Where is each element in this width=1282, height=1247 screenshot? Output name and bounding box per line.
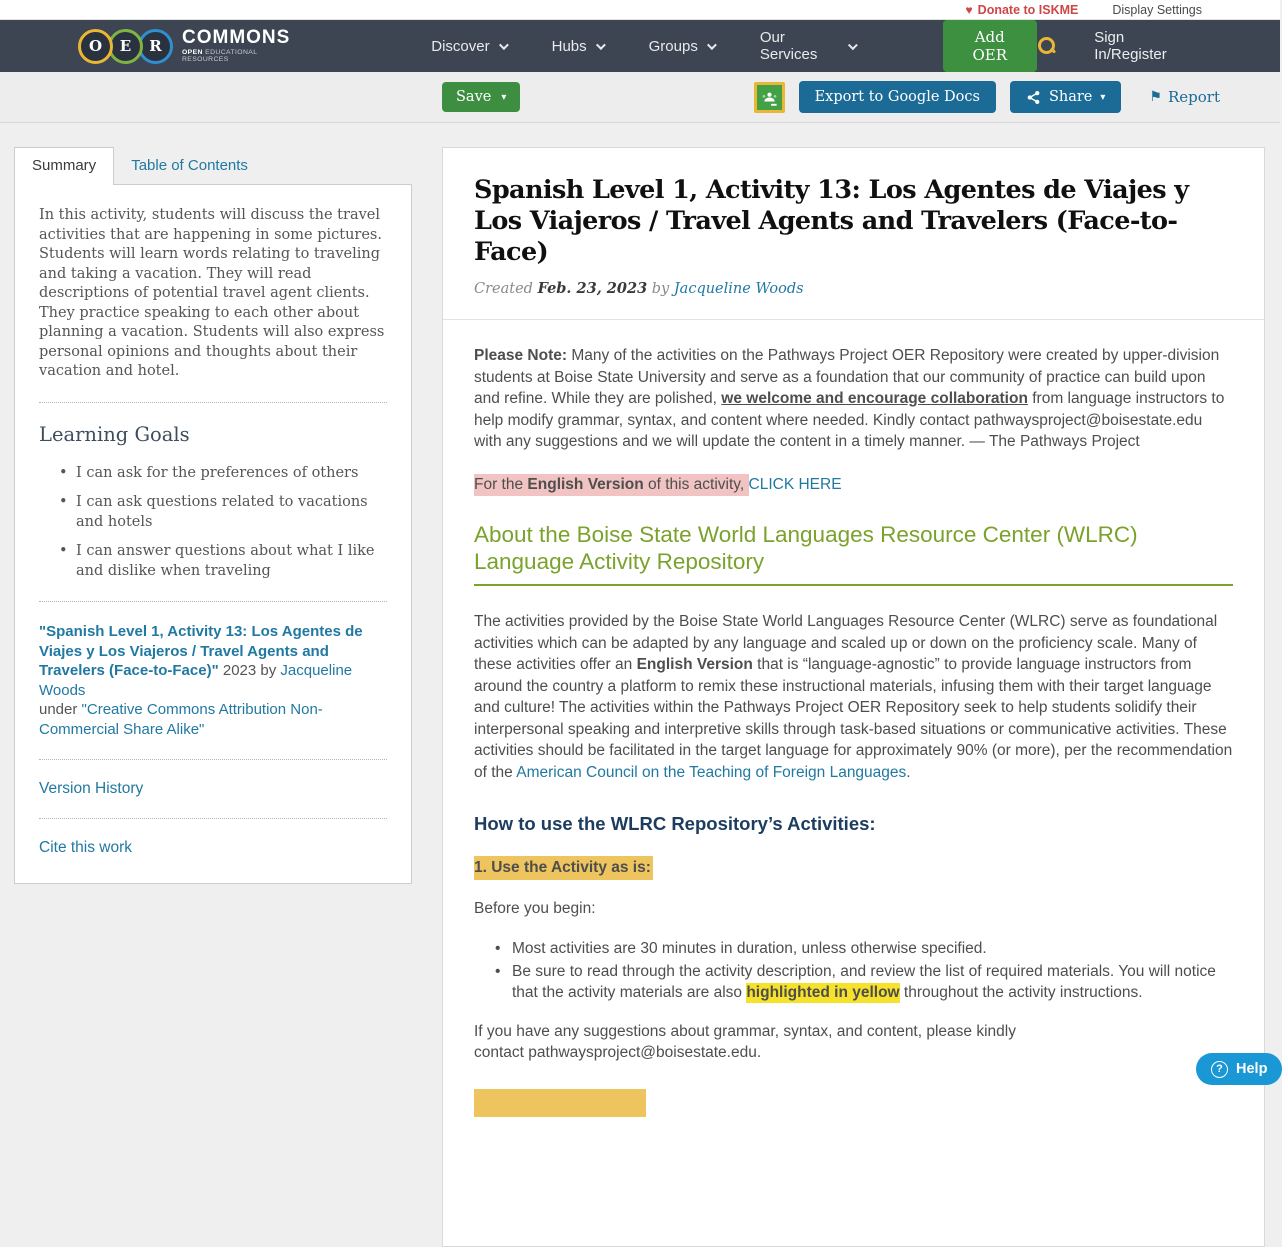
export-google-docs-button[interactable] [799,81,996,113]
export-google-docs-label: Export to Google Docs [814,89,980,105]
english-version-line [474,474,1233,496]
bullet-text: throughout the activity instructions. [899,984,1143,1001]
page-title: Spanish Level 1, Activity 13: Los Agentes de Viajes y Los Viajeros / Travel Agents and Travelers (Face-to-Face) [474,175,1189,267]
english-version-highlight [474,474,749,496]
donate-link[interactable] [966,3,1079,17]
sidebar [14,147,412,884]
nav-item-hubs[interactable] [552,38,603,55]
nav-item-label: Hubs [551,37,587,55]
attribution-license-link[interactable]: "Creative Commons Attribution Non-Commercial Share Alike" [39,701,323,738]
nav-item-our-services[interactable] [760,29,855,63]
nav-right [1037,29,1198,63]
toolbar-right-group [754,81,1264,113]
byline [474,280,1233,297]
donate-label: Donate to ISKME [977,2,1079,17]
main-panel [442,147,1268,1247]
bullet-item [474,961,1233,1004]
suggest-line: contact pathwaysproject@boisestate.edu. [474,1044,762,1061]
note-body: Many of the activities on the Pathways Project OER Repository were created by upper-division students at Boise State University and serve as a foundation that our community of practice can build upon and refine. While they are polished, [474,347,1220,407]
nav-menu [431,20,1037,72]
display-settings-link[interactable]: Display Settings [1112,2,1202,17]
save-label: Save [456,89,492,105]
about-wlrc-heading: About the Boise State World Languages Resource Center (WLRC) Language Activity Repository [474,521,1233,586]
logo-commons-label: COMMONS [182,27,291,49]
report-link[interactable] [1149,88,1220,106]
divider [39,759,387,760]
google-classroom-icon [760,88,779,107]
chevron-down-icon [499,40,509,50]
created-label: Created [474,281,538,297]
how-to-bullets [474,938,1233,1004]
divider [39,818,387,819]
created-date: Feb. 23, 2023 [537,280,648,297]
learning-goal-item: • I can ask questions related to vacations and hotels [39,493,387,532]
cite-this-work-link[interactable]: Cite this work [39,839,133,856]
add-oer-button[interactable]: Add OER [943,20,1037,72]
nav-item-label: Our Services [759,29,818,63]
bullet-item: • Most activities are 30 minutes in duration, unless otherwise specified. [474,938,1233,960]
before-you-begin: Before you begin: [474,899,596,917]
gold-highlight: 1. Use the Activity as is: [474,856,653,880]
sidebar-tabs [14,147,412,184]
nav-item-groups[interactable] [649,38,714,55]
by-label: by [647,281,674,297]
divider [443,319,1264,320]
clipped-gold-highlight [474,1089,646,1117]
attribution-under: under [39,701,82,718]
please-note-label: Please Note: [474,347,572,364]
attribution-block [39,622,387,739]
divider [39,402,387,403]
note-emphasis: we welcome and encourage collaboration [721,390,1028,407]
search-icon[interactable] [1037,36,1056,56]
nav-item-discover[interactable] [431,38,505,55]
logo-text [182,28,301,64]
flag-icon: ⚑ [1149,89,1162,105]
about-bold: English Version [636,656,753,673]
logo-o: O [78,29,113,64]
note-body: from language instructors to help modify grammar, syntax, and content where needed. Kindly contact pathwaysproject@boisestate.edu with any suggestions and we will update the content in a timely manner. — The Pathways Project [474,390,1225,450]
logo-e: E [108,29,143,64]
about-paragraph [474,611,1233,783]
suggest-line: If you have any suggestions about grammar, syntax, and content, please kindly [474,1022,1016,1040]
google-classroom-button[interactable] [754,82,785,113]
suggestions-paragraph [474,1021,1233,1064]
oer-commons-logo[interactable] [78,28,301,64]
share-label: Share [1048,89,1093,105]
yellow-highlight: highlighted in yellow [746,984,900,1001]
env-pre: For the [474,475,528,493]
sign-in-register-link[interactable]: Sign In/Register [1094,29,1167,63]
about-text: that is “language-agnostic” to provide language instructors from around the country a platform to remix these instructional materials, infusing them with their target language and culture! The activities within the Pathways Project OER Repository seek to help students solidify their interpersonal speaking and interpretive skills through task-based situations or communicative activities. These activities should be facilitated in the target language for approximately 90% (or more), per the recommendation of the [474,656,1233,781]
report-label: Report [1167,88,1220,106]
summary-text: In this activity, students will discuss the travel activities that are happening in some pictures. Students will learn words relating to traveling and taking a vacation. They will read descriptions of potential travel agent clients. They practice speaking to each other about planning a vacation. Students will also express personal opinions and thoughts about their vacation and hotel. [39,207,385,379]
click-here-link[interactable]: CLICK HERE [748,475,842,493]
share-icon [1026,90,1041,105]
help-button[interactable] [1196,1053,1282,1085]
about-text: The activities provided by the Boise State World Languages Resource Center (WLRC) serve as foundational activities which can be adapted by any language and scaled up or down on the proficiency scale. Many of these activities offer an [474,613,1218,673]
announcement-bar [0,0,1280,20]
env-bold: English Version [527,475,644,493]
author-link[interactable]: Jacqueline Woods [673,281,804,297]
about-text: . [906,763,911,781]
nav-item-label: Discover [431,37,490,55]
attribution-author-link[interactable]: Jacqueline Woods [39,662,353,699]
logo-tagline [182,50,301,64]
please-note-paragraph [474,345,1233,453]
bullet-text: Be sure to read through the activity description, and review the list of required materials. You will notice that the activity materials are also [512,962,1216,1001]
actfl-link[interactable]: American Council on the Teaching of Foreign Languages [516,763,907,781]
heart-icon: ♥ [965,2,973,17]
learning-goal-item: • I can ask for the preferences of others [39,464,387,484]
nav-item-label: Groups [648,37,698,55]
tab-summary[interactable]: Summary [14,147,114,185]
sidebar-card [14,184,412,884]
caret-down-icon: ▾ [1100,91,1106,103]
logo-r: R [138,29,173,64]
env-post: of this activity, [643,475,749,493]
chevron-down-icon [596,40,606,50]
how-to-use-heading: How to use the WLRC Repository’s Activities: [474,813,876,834]
tab-table-of-contents[interactable]: Table of Contents [131,157,248,174]
chevron-down-icon [707,40,717,50]
content-region [0,123,1280,1075]
logo-tagline-bold: OPEN [182,49,203,57]
learning-goals-heading: Learning Goals [39,422,190,446]
action-toolbar [0,72,1280,123]
learning-goals-list [39,464,387,582]
logo-circles-icon [78,29,173,64]
logo-tagline-rest: EDUCATIONAL RESOURCES [182,49,258,63]
caret-down-icon: ▾ [501,91,507,103]
question-icon: ? [1211,1061,1228,1078]
help-label: Help [1236,1061,1268,1077]
save-button[interactable] [442,82,520,112]
attribution-title-link[interactable]: "Spanish Level 1, Activity 13: Los Agentes de Viajes y Los Viajeros / Travel Agents and Travelers (Face-to-Face)" [39,623,363,679]
version-history-link[interactable]: Version History [39,780,144,797]
learning-goal-item: • I can answer questions about what I like and dislike when traveling [39,542,387,581]
use-activity-as-is [474,857,1233,879]
share-button[interactable] [1010,81,1121,113]
chevron-down-icon [848,40,858,50]
attribution-year: 2023 by [218,662,281,679]
divider [39,601,387,602]
main-navbar [0,20,1280,72]
